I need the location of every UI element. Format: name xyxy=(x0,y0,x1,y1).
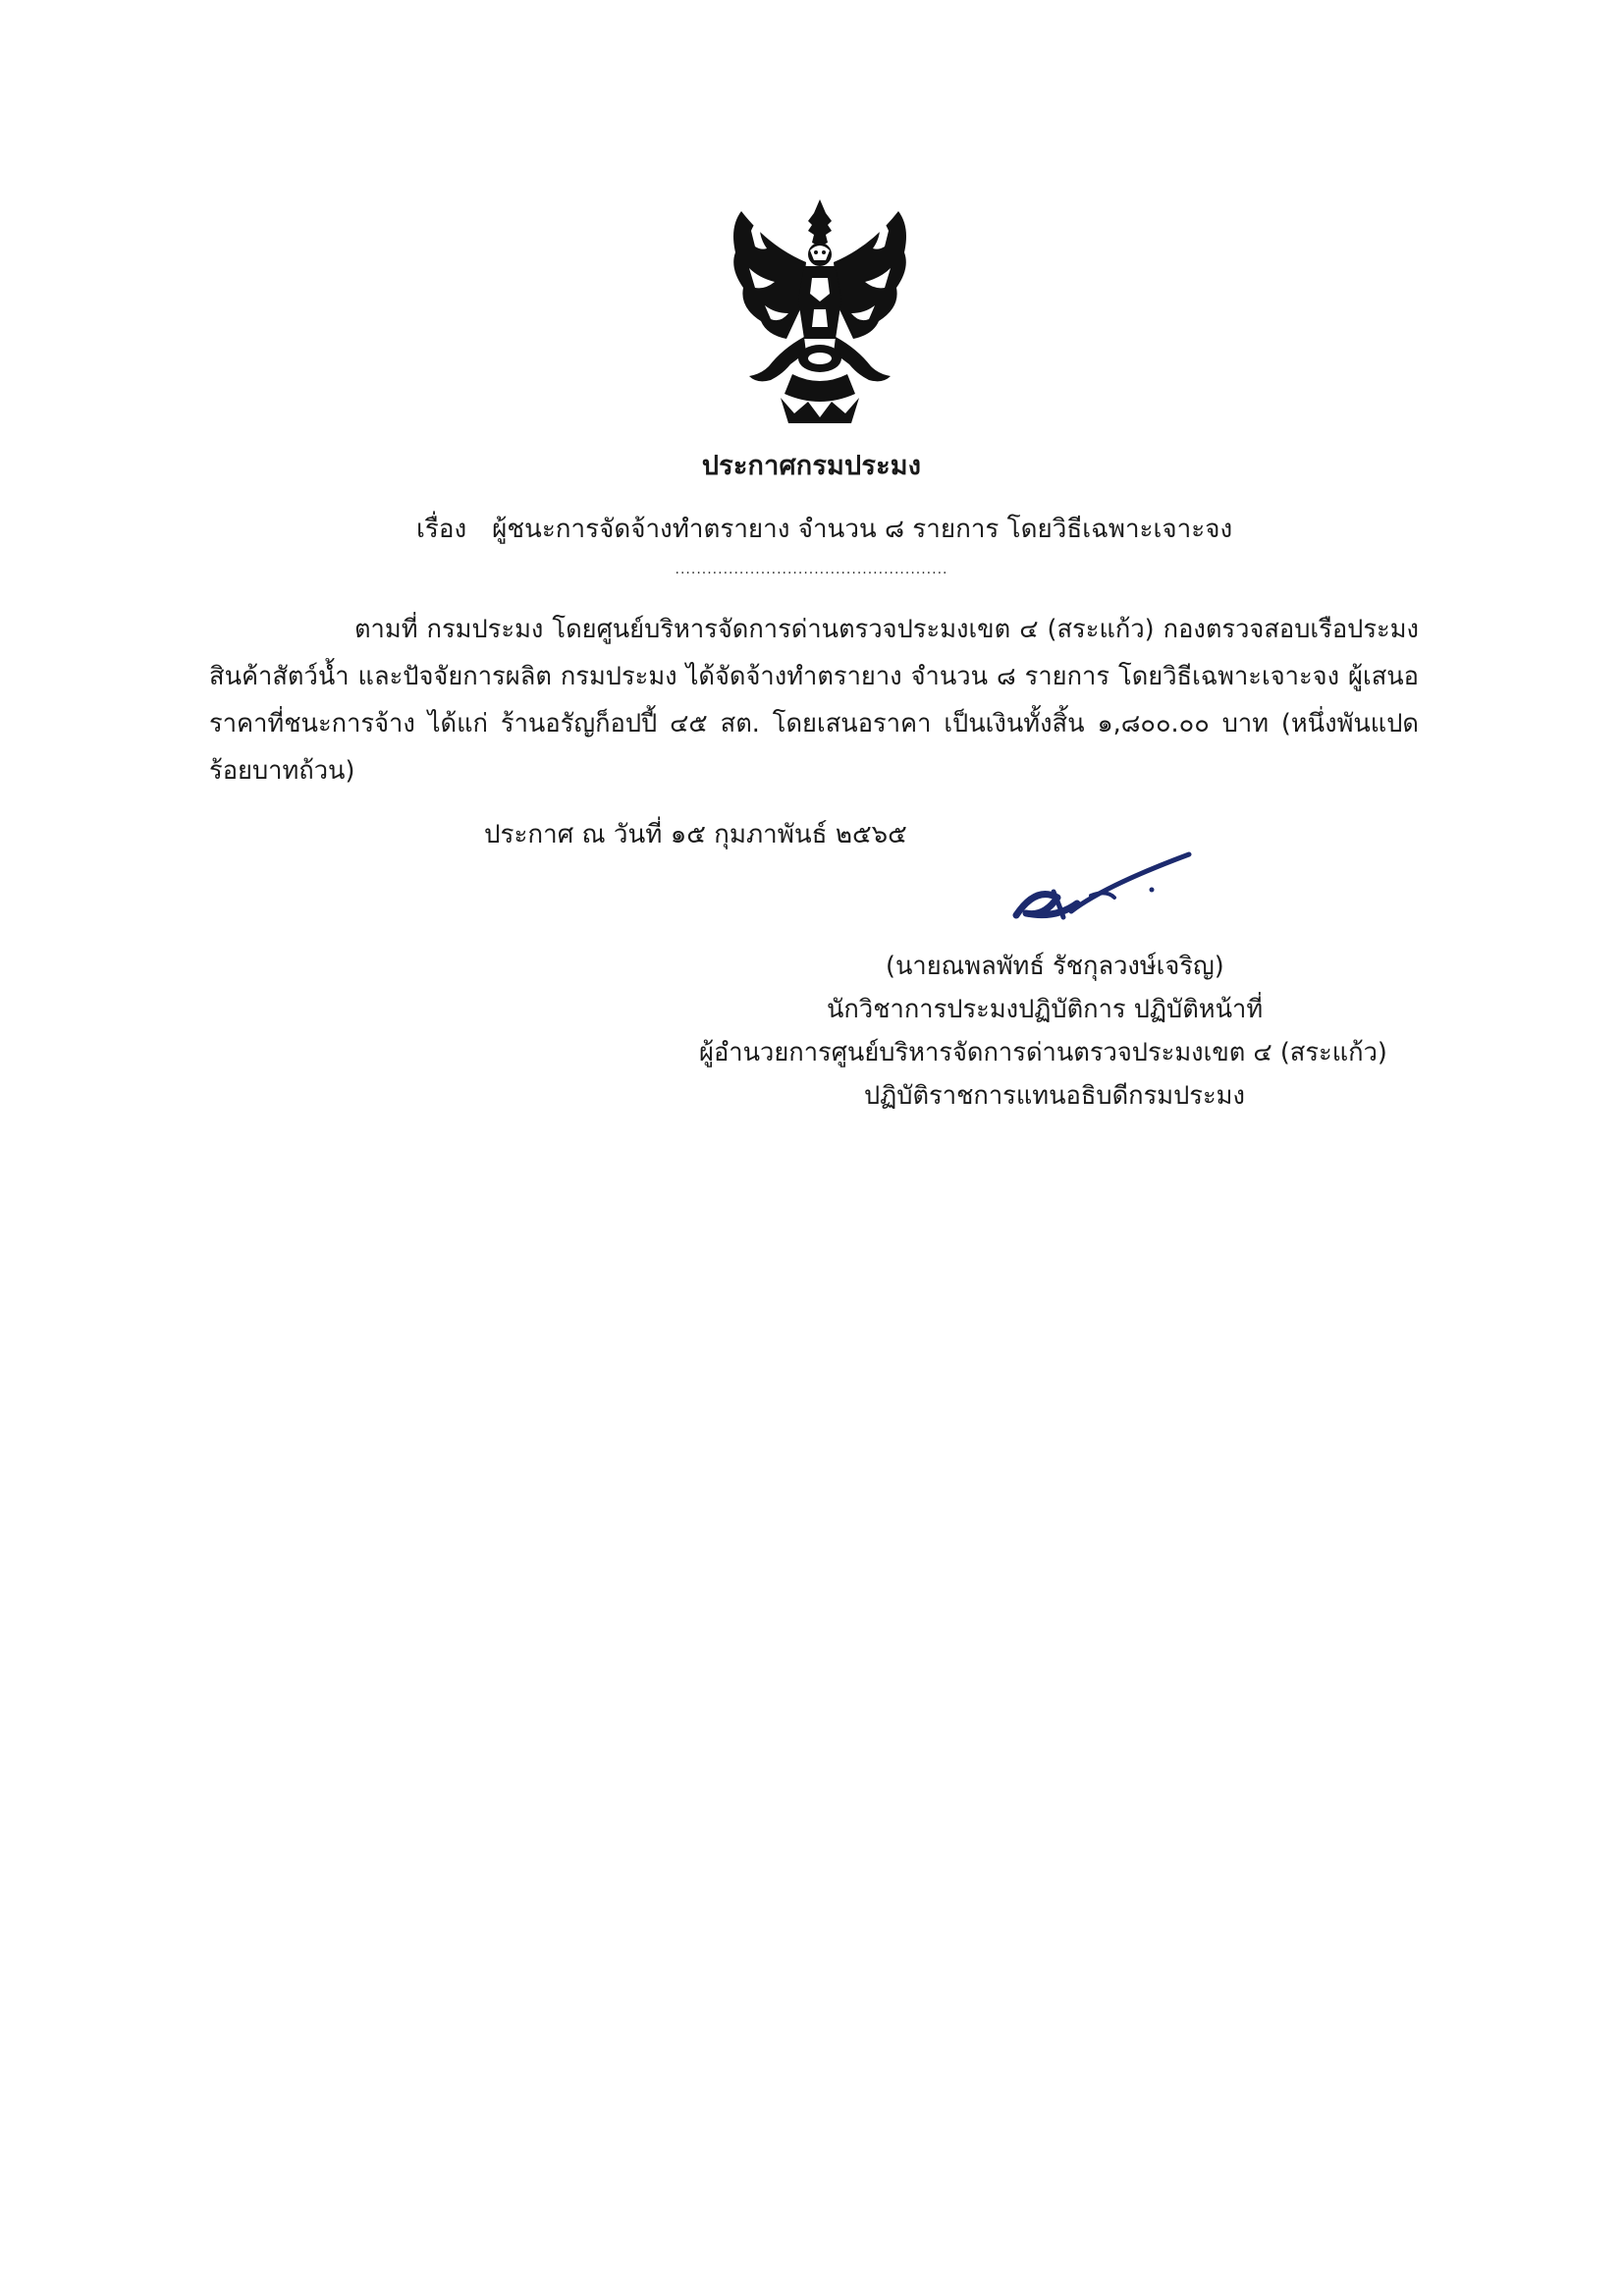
body-paragraph xyxy=(209,606,1419,794)
signature-block xyxy=(628,945,1492,1118)
subject-text: ผู้ชนะการจัดจ้างทำตรายาง จำนวน ๘ รายการ โดยวิธีเฉพาะเจาะจง xyxy=(492,515,1233,544)
garuda-emblem-icon xyxy=(722,191,918,427)
signatory-position-3: ปฏิบัติราชการแทนอธิบดีกรมประมง xyxy=(864,1081,1245,1111)
document-title: ประกาศกรมประมง xyxy=(701,451,922,481)
body-text: ตามที่ กรมประมง โดยศูนย์บริหารจัดการด่านตรวจประมงเขต ๔ (สระแก้ว) กองตรวจสอบเรือประมง สินค้าสัตว์น้ำ และปัจจัยการผลิต กรมประมง ได้จัดจ้างทำตรายาง จำนวน ๘ รายการ โดยวิธีเฉพาะเจาะจง ผู้เสนอราคาที่ชนะการจ้าง ได้แก่ ร้านอรัญก็อปปี้ ๔๕ สต. โดยเสนอราคา เป็นเงินทั้งสิ้น ๑,๘๐๐.๐๐ บาท (หนึ่งพันแปดร้อยบาทถ้วน) xyxy=(209,615,1419,786)
signatory-position-1: นักวิชาการประมงปฏิบัติการ ปฏิบัติหน้าที่ xyxy=(827,995,1264,1024)
separator-line: ................................................... xyxy=(675,562,948,577)
announce-date: ประกาศ ณ วันที่ ๑๕ กุมภาพันธ์ ๒๕๖๕ xyxy=(484,820,907,849)
document-subject xyxy=(416,509,1232,549)
signatory-name: (นายณพลพัทธ์ รัชกุลวงษ์เจริญ) xyxy=(886,952,1224,981)
subject-label: เรื่อง xyxy=(416,515,467,544)
signatory-position-2: ผู้อำนวยการศูนย์บริหารจัดการด่านตรวจประมงเขต ๔ (สระแก้ว) xyxy=(699,1038,1387,1067)
handwritten-signature-icon xyxy=(997,847,1203,945)
